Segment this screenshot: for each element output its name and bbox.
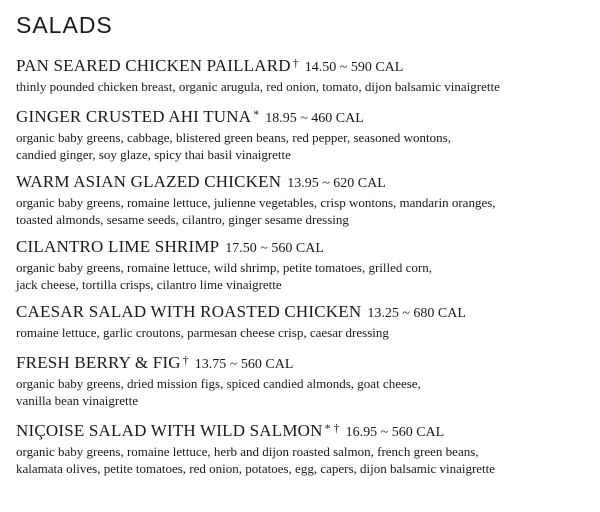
menu-item-name: GINGER CRUSTED AHI TUNA: [16, 107, 252, 126]
menu-item-price: 18.95 ~ 460 CAL: [265, 111, 364, 126]
menu-item-header: [16, 104, 586, 129]
menu-item-description: jack cheese, tortilla crisps, cilantro lime vinaigrette: [16, 277, 282, 292]
menu-item-description: candied ginger, soy glaze, spicy thai basil vinaigrette: [16, 147, 291, 162]
menu-item: [16, 172, 586, 228]
menu-items: [16, 53, 586, 477]
menu-item-name: WARM ASIAN GLAZED CHICKEN: [16, 172, 282, 191]
menu-item-mark: * †: [324, 421, 340, 435]
menu-item-header: [16, 237, 586, 259]
menu-item: [16, 237, 586, 293]
menu-item-price: 13.95 ~ 620 CAL: [287, 176, 386, 191]
menu-item-price: 14.50 ~ 590 CAL: [304, 60, 404, 75]
menu-item-header: [16, 350, 586, 375]
menu-item-description: romaine lettuce, garlic croutons, parmesan cheese crisp, caesar dressing: [16, 325, 389, 340]
menu-item-mark: *: [253, 107, 260, 121]
menu-item-header: [16, 418, 586, 443]
menu-item-description: organic baby greens, romaine lettuce, herb and dijon roasted salmon, french green beans,: [16, 444, 479, 459]
section-title: SALADS: [16, 12, 113, 38]
menu-item-description: kalamata olives, petite tomatoes, red onion, potatoes, egg, capers, dijon balsamic vinaigrette: [16, 461, 496, 476]
menu-item-description: organic baby greens, cabbage, blistered green beans, red pepper, seasoned wontons,: [16, 130, 451, 145]
menu-item-description: toasted almonds, sesame seeds, cilantro, ginger sesame dressing: [16, 212, 349, 227]
menu-item-header: [16, 302, 586, 324]
menu-item-description: organic baby greens, romaine lettuce, julienne vegetables, crisp wontons, mandarin oranges,: [16, 195, 496, 210]
menu-item-price: 16.95 ~ 560 CAL: [345, 425, 445, 440]
menu-item: [16, 104, 586, 163]
menu-item: [16, 53, 586, 95]
menu-item-mark: †: [292, 56, 299, 70]
menu-item-description: thinly pounded chicken breast, organic arugula, red onion, tomato, dijon balsamic vinaigrette: [16, 79, 500, 94]
menu-item-mark: †: [182, 353, 189, 367]
menu-item: [16, 418, 586, 477]
menu-item-name: NIÇOISE SALAD WITH WILD SALMON: [16, 421, 323, 440]
menu-item-name: PAN SEARED CHICKEN PAILLARD: [16, 56, 291, 75]
menu-item-header: [16, 53, 586, 78]
menu-item-header: [16, 172, 586, 194]
menu-item-price: 13.75 ~ 560 CAL: [194, 357, 294, 372]
menu-item-description: organic baby greens, romaine lettuce, wild shrimp, petite tomatoes, grilled corn,: [16, 260, 432, 275]
menu-item-name: FRESH BERRY & FIG: [16, 353, 181, 372]
menu-item: [16, 350, 586, 409]
menu-item-price: 13.25 ~ 680 CAL: [367, 306, 466, 321]
menu-item-description: organic baby greens, dried mission figs, spiced candied almonds, goat cheese,: [16, 376, 421, 391]
menu-item-name: CAESAR SALAD WITH ROASTED CHICKEN: [16, 302, 362, 321]
menu-item-description: vanilla bean vinaigrette: [16, 393, 139, 408]
menu-item: [16, 302, 586, 341]
menu-item-name: CILANTRO LIME SHRIMP: [16, 237, 220, 256]
menu-item-price: 17.50 ~ 560 CAL: [225, 241, 324, 256]
